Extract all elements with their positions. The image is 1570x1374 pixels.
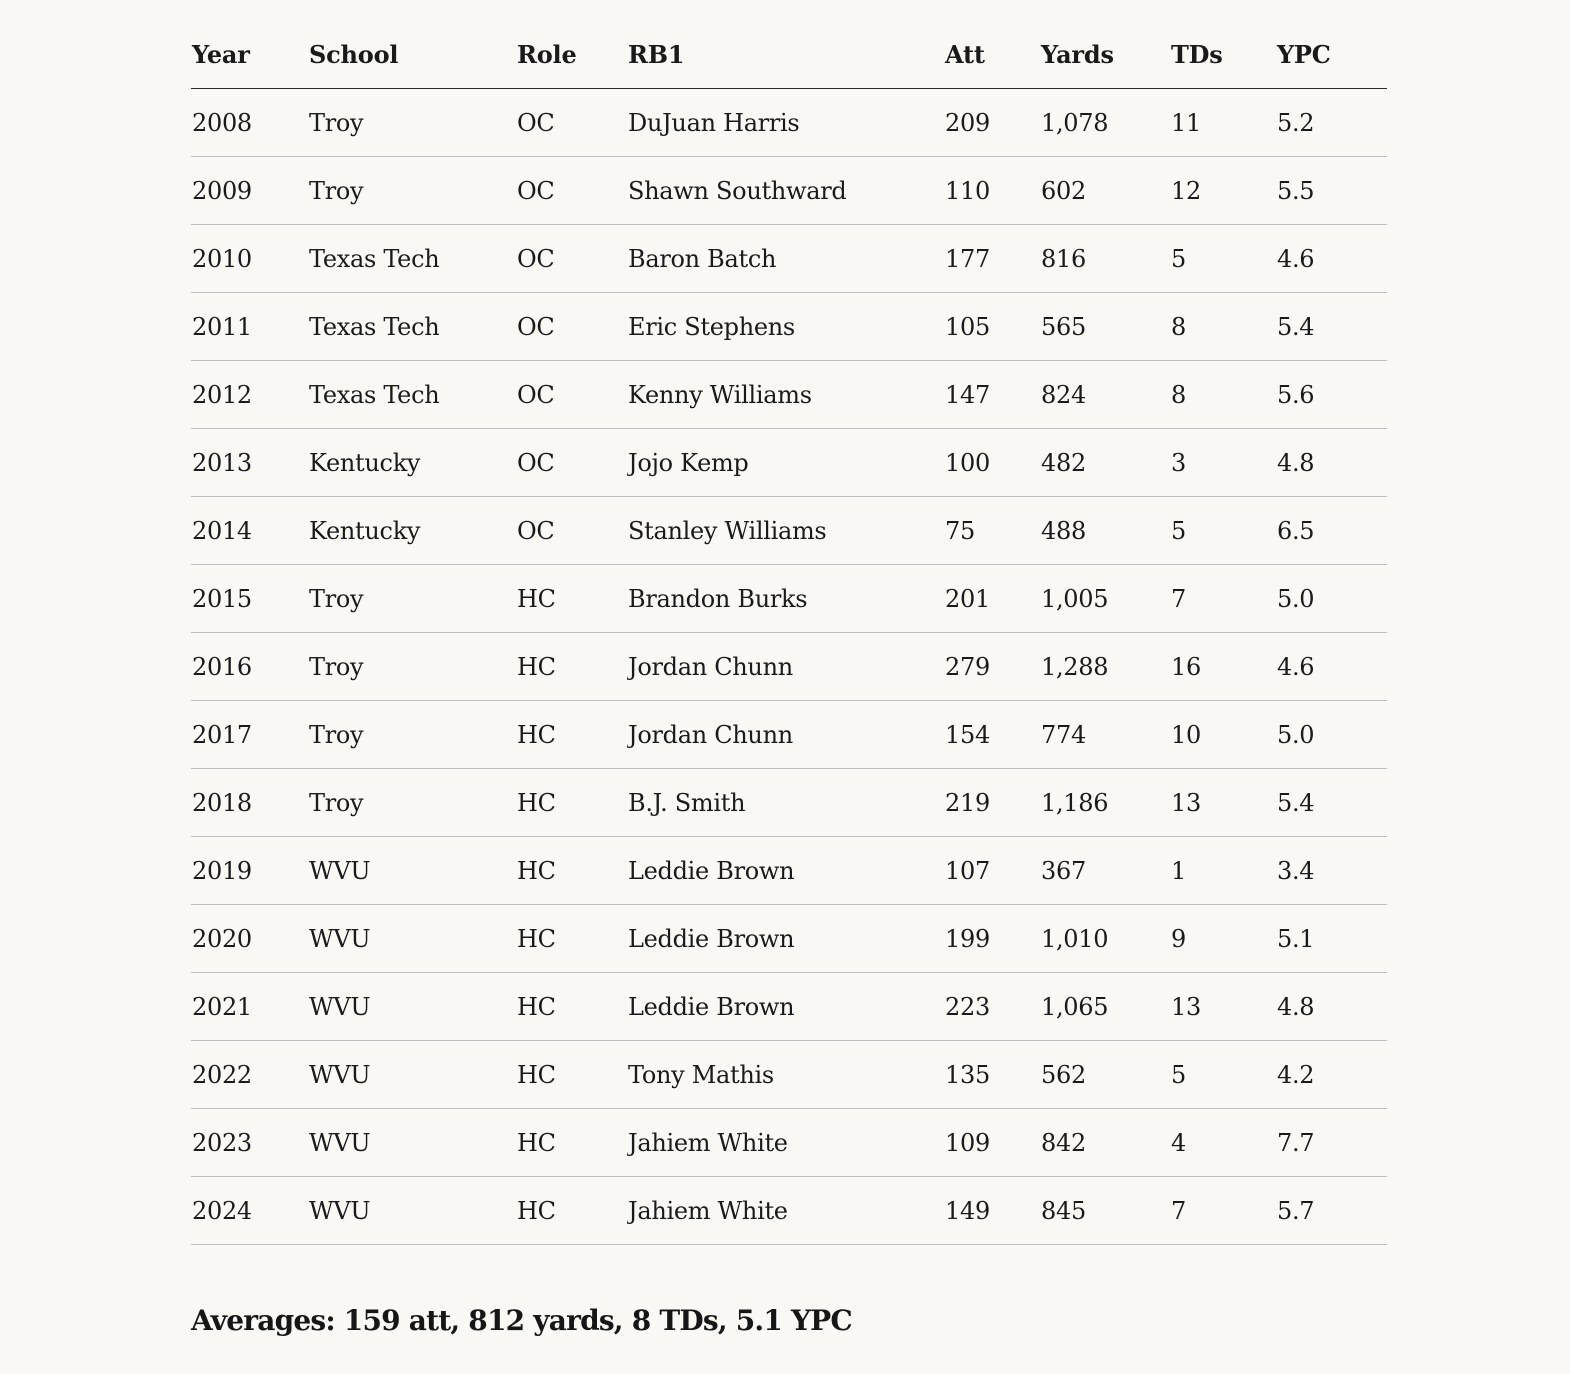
cell-att: 279 bbox=[944, 633, 1040, 701]
cell-year: 2010 bbox=[191, 225, 308, 293]
cell-yards: 1,005 bbox=[1040, 565, 1170, 633]
cell-rb1: B.J. Smith bbox=[627, 769, 944, 837]
cell-year: 2009 bbox=[191, 157, 308, 225]
cell-tds: 3 bbox=[1170, 429, 1276, 497]
cell-role: HC bbox=[516, 973, 627, 1041]
cell-att: 201 bbox=[944, 565, 1040, 633]
cell-rb1: Brandon Burks bbox=[627, 565, 944, 633]
table-row bbox=[191, 769, 1387, 837]
cell-att: 177 bbox=[944, 225, 1040, 293]
header-role: Role bbox=[516, 20, 627, 89]
cell-role: OC bbox=[516, 157, 627, 225]
cell-rb1: Shawn Southward bbox=[627, 157, 944, 225]
cell-tds: 5 bbox=[1170, 497, 1276, 565]
cell-role: HC bbox=[516, 769, 627, 837]
table-row bbox=[191, 497, 1387, 565]
cell-yards: 488 bbox=[1040, 497, 1170, 565]
cell-year: 2019 bbox=[191, 837, 308, 905]
table-row bbox=[191, 225, 1387, 293]
cell-att: 223 bbox=[944, 973, 1040, 1041]
cell-school: WVU bbox=[308, 973, 516, 1041]
table-body bbox=[191, 89, 1387, 1245]
cell-role: OC bbox=[516, 225, 627, 293]
cell-yards: 1,078 bbox=[1040, 89, 1170, 157]
cell-tds: 9 bbox=[1170, 905, 1276, 973]
rb1-stats-table-container bbox=[191, 20, 1387, 1245]
cell-ypc: 4.6 bbox=[1276, 225, 1387, 293]
table-row bbox=[191, 429, 1387, 497]
cell-ypc: 4.2 bbox=[1276, 1041, 1387, 1109]
cell-school: WVU bbox=[308, 1041, 516, 1109]
cell-role: OC bbox=[516, 89, 627, 157]
cell-school: Troy bbox=[308, 701, 516, 769]
cell-year: 2015 bbox=[191, 565, 308, 633]
cell-rb1: Leddie Brown bbox=[627, 837, 944, 905]
cell-yards: 1,065 bbox=[1040, 973, 1170, 1041]
cell-year: 2014 bbox=[191, 497, 308, 565]
cell-year: 2008 bbox=[191, 89, 308, 157]
cell-rb1: Tony Mathis bbox=[627, 1041, 944, 1109]
cell-att: 209 bbox=[944, 89, 1040, 157]
cell-year: 2011 bbox=[191, 293, 308, 361]
cell-year: 2012 bbox=[191, 361, 308, 429]
cell-yards: 565 bbox=[1040, 293, 1170, 361]
cell-school: Troy bbox=[308, 633, 516, 701]
cell-role: OC bbox=[516, 361, 627, 429]
cell-att: 107 bbox=[944, 837, 1040, 905]
header-yards: Yards bbox=[1040, 20, 1170, 89]
cell-year: 2013 bbox=[191, 429, 308, 497]
cell-att: 109 bbox=[944, 1109, 1040, 1177]
cell-att: 105 bbox=[944, 293, 1040, 361]
cell-rb1: Leddie Brown bbox=[627, 905, 944, 973]
cell-att: 149 bbox=[944, 1177, 1040, 1245]
cell-rb1: Stanley Williams bbox=[627, 497, 944, 565]
cell-school: Texas Tech bbox=[308, 225, 516, 293]
cell-year: 2016 bbox=[191, 633, 308, 701]
cell-att: 135 bbox=[944, 1041, 1040, 1109]
cell-yards: 845 bbox=[1040, 1177, 1170, 1245]
table-row bbox=[191, 361, 1387, 429]
cell-ypc: 4.6 bbox=[1276, 633, 1387, 701]
table-row bbox=[191, 1109, 1387, 1177]
cell-school: WVU bbox=[308, 1109, 516, 1177]
cell-rb1: Eric Stephens bbox=[627, 293, 944, 361]
table-row bbox=[191, 89, 1387, 157]
cell-ypc: 5.1 bbox=[1276, 905, 1387, 973]
cell-tds: 5 bbox=[1170, 1041, 1276, 1109]
cell-att: 219 bbox=[944, 769, 1040, 837]
table-row bbox=[191, 837, 1387, 905]
cell-role: HC bbox=[516, 837, 627, 905]
cell-ypc: 5.4 bbox=[1276, 293, 1387, 361]
cell-ypc: 6.5 bbox=[1276, 497, 1387, 565]
cell-rb1: DuJuan Harris bbox=[627, 89, 944, 157]
header-ypc: YPC bbox=[1276, 20, 1387, 89]
header-tds: TDs bbox=[1170, 20, 1276, 89]
cell-ypc: 5.2 bbox=[1276, 89, 1387, 157]
cell-school: Texas Tech bbox=[308, 293, 516, 361]
cell-ypc: 7.7 bbox=[1276, 1109, 1387, 1177]
rb1-stats-table bbox=[191, 20, 1387, 1245]
cell-school: Texas Tech bbox=[308, 361, 516, 429]
cell-yards: 482 bbox=[1040, 429, 1170, 497]
cell-role: HC bbox=[516, 1041, 627, 1109]
cell-year: 2018 bbox=[191, 769, 308, 837]
cell-tds: 11 bbox=[1170, 89, 1276, 157]
table-row bbox=[191, 1041, 1387, 1109]
cell-school: WVU bbox=[308, 1177, 516, 1245]
cell-rb1: Jahiem White bbox=[627, 1177, 944, 1245]
table-row bbox=[191, 633, 1387, 701]
cell-year: 2022 bbox=[191, 1041, 308, 1109]
cell-role: OC bbox=[516, 429, 627, 497]
header-att: Att bbox=[944, 20, 1040, 89]
table-row bbox=[191, 157, 1387, 225]
cell-att: 154 bbox=[944, 701, 1040, 769]
cell-school: WVU bbox=[308, 905, 516, 973]
table-row bbox=[191, 1177, 1387, 1245]
cell-att: 147 bbox=[944, 361, 1040, 429]
cell-role: HC bbox=[516, 1109, 627, 1177]
cell-tds: 8 bbox=[1170, 293, 1276, 361]
cell-role: HC bbox=[516, 1177, 627, 1245]
cell-school: Troy bbox=[308, 769, 516, 837]
cell-tds: 7 bbox=[1170, 1177, 1276, 1245]
cell-year: 2017 bbox=[191, 701, 308, 769]
cell-yards: 1,288 bbox=[1040, 633, 1170, 701]
cell-tds: 8 bbox=[1170, 361, 1276, 429]
cell-rb1: Jordan Chunn bbox=[627, 701, 944, 769]
cell-role: HC bbox=[516, 701, 627, 769]
cell-year: 2020 bbox=[191, 905, 308, 973]
cell-ypc: 4.8 bbox=[1276, 429, 1387, 497]
cell-tds: 10 bbox=[1170, 701, 1276, 769]
cell-ypc: 5.6 bbox=[1276, 361, 1387, 429]
cell-role: HC bbox=[516, 905, 627, 973]
cell-role: OC bbox=[516, 293, 627, 361]
cell-yards: 1,010 bbox=[1040, 905, 1170, 973]
cell-tds: 12 bbox=[1170, 157, 1276, 225]
cell-rb1: Jordan Chunn bbox=[627, 633, 944, 701]
table-row bbox=[191, 293, 1387, 361]
cell-yards: 824 bbox=[1040, 361, 1170, 429]
cell-rb1: Baron Batch bbox=[627, 225, 944, 293]
cell-ypc: 5.0 bbox=[1276, 701, 1387, 769]
cell-tds: 13 bbox=[1170, 769, 1276, 837]
cell-att: 110 bbox=[944, 157, 1040, 225]
cell-yards: 816 bbox=[1040, 225, 1170, 293]
cell-tds: 5 bbox=[1170, 225, 1276, 293]
cell-ypc: 5.4 bbox=[1276, 769, 1387, 837]
cell-rb1: Jahiem White bbox=[627, 1109, 944, 1177]
table-header-row bbox=[191, 20, 1387, 89]
cell-school: Kentucky bbox=[308, 429, 516, 497]
cell-ypc: 4.8 bbox=[1276, 973, 1387, 1041]
header-school: School bbox=[308, 20, 516, 89]
cell-year: 2024 bbox=[191, 1177, 308, 1245]
table-row bbox=[191, 973, 1387, 1041]
cell-school: Troy bbox=[308, 565, 516, 633]
cell-yards: 602 bbox=[1040, 157, 1170, 225]
cell-yards: 367 bbox=[1040, 837, 1170, 905]
cell-role: OC bbox=[516, 497, 627, 565]
cell-role: HC bbox=[516, 565, 627, 633]
cell-year: 2023 bbox=[191, 1109, 308, 1177]
averages-summary: Averages: 159 att, 812 yards, 8 TDs, 5.1 YPC bbox=[191, 1304, 852, 1337]
table-row bbox=[191, 905, 1387, 973]
cell-tds: 1 bbox=[1170, 837, 1276, 905]
table-row bbox=[191, 701, 1387, 769]
cell-rb1: Leddie Brown bbox=[627, 973, 944, 1041]
cell-yards: 842 bbox=[1040, 1109, 1170, 1177]
cell-year: 2021 bbox=[191, 973, 308, 1041]
cell-ypc: 3.4 bbox=[1276, 837, 1387, 905]
cell-school: WVU bbox=[308, 837, 516, 905]
cell-tds: 16 bbox=[1170, 633, 1276, 701]
cell-ypc: 5.0 bbox=[1276, 565, 1387, 633]
cell-school: Troy bbox=[308, 89, 516, 157]
cell-tds: 13 bbox=[1170, 973, 1276, 1041]
table-row bbox=[191, 565, 1387, 633]
cell-role: HC bbox=[516, 633, 627, 701]
cell-ypc: 5.7 bbox=[1276, 1177, 1387, 1245]
header-rb1: RB1 bbox=[627, 20, 944, 89]
cell-school: Troy bbox=[308, 157, 516, 225]
cell-att: 100 bbox=[944, 429, 1040, 497]
cell-yards: 1,186 bbox=[1040, 769, 1170, 837]
cell-att: 75 bbox=[944, 497, 1040, 565]
cell-school: Kentucky bbox=[308, 497, 516, 565]
cell-tds: 7 bbox=[1170, 565, 1276, 633]
cell-yards: 562 bbox=[1040, 1041, 1170, 1109]
header-year: Year bbox=[191, 20, 308, 89]
cell-att: 199 bbox=[944, 905, 1040, 973]
cell-tds: 4 bbox=[1170, 1109, 1276, 1177]
cell-rb1: Jojo Kemp bbox=[627, 429, 944, 497]
cell-rb1: Kenny Williams bbox=[627, 361, 944, 429]
cell-yards: 774 bbox=[1040, 701, 1170, 769]
cell-ypc: 5.5 bbox=[1276, 157, 1387, 225]
